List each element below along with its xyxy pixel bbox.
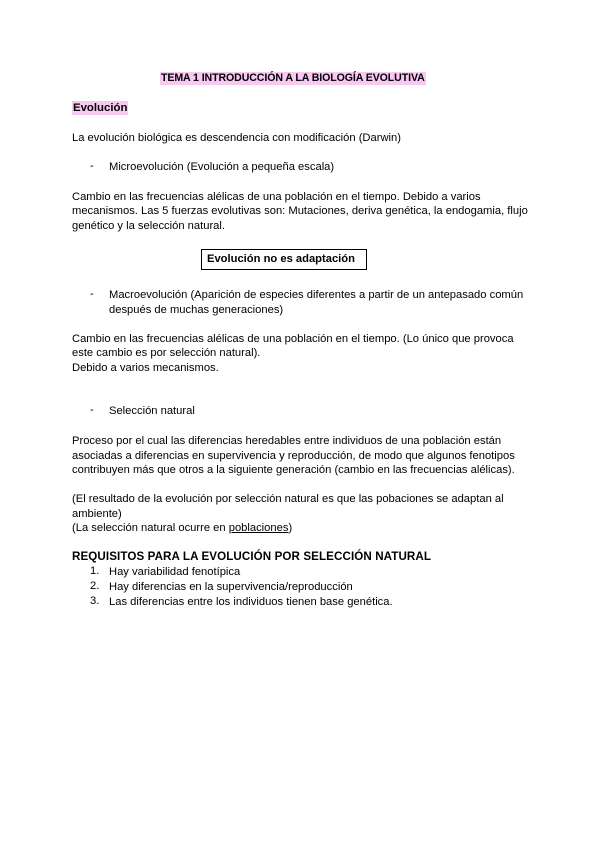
- micro-paragraph-line: genético y la selección natural.: [72, 220, 225, 232]
- bullet-dash: -: [90, 160, 94, 172]
- requirement-item: Hay variabilidad fenotípica: [109, 566, 241, 578]
- macro-paragraph-line: Cambio en las frecuencias alélicas de una población en el tiempo. (Lo único que provoca: [72, 333, 514, 345]
- result-note-line: [72, 521, 292, 536]
- list-item-number: 2.: [90, 580, 100, 592]
- seleccion-paragraph-line: asociadas a diferencias en supervivencia y reproducción, de modo que algunos fenotipos: [72, 450, 515, 462]
- requirement-item: Las diferencias entre los individuos tienen base genética.: [109, 596, 393, 608]
- bullet-macroevolucion-cont: después de muchas generaciones): [109, 304, 284, 316]
- bullet-microevolucion: Microevolución (Evolución a pequeña escala): [109, 161, 335, 173]
- result-note-line: (El resultado de la evolución por selección natural es que las pobaciones se adaptan al: [72, 493, 504, 505]
- macro-paragraph-line: este cambio es por selección natural).: [72, 347, 261, 359]
- requirements-heading: REQUISITOS PARA LA EVOLUCIÓN POR SELECCIÓN NATURAL: [72, 550, 432, 563]
- bullet-dash: -: [90, 404, 94, 416]
- requirement-item: Hay diferencias en la supervivencia/reproducción: [109, 581, 353, 593]
- bullet-macroevolucion: Macroevolución (Aparición de especies diferentes a partir de un antepasado común: [109, 289, 524, 301]
- bullet-seleccion-natural: Selección natural: [109, 405, 195, 417]
- result-note-suffix: ): [288, 522, 293, 534]
- seleccion-paragraph-line: contribuyen más que otros a la siguiente generación (cambio en las frecuencias alélicas).: [72, 464, 515, 476]
- document-title: TEMA 1 INTRODUCCIÓN A LA BIOLOGÍA EVOLUTIVA: [161, 72, 425, 84]
- intro-paragraph: La evolución biológica es descendencia con modificación (Darwin): [72, 132, 401, 144]
- result-note-line: ambiente): [72, 508, 122, 520]
- list-item-number: 3.: [90, 595, 100, 607]
- micro-paragraph-line: Cambio en las frecuencias alélicas de una población en el tiempo. Debido a varios: [72, 191, 481, 203]
- seleccion-paragraph-line: Proceso por el cual las diferencias heredables entre individuos de una población están: [72, 435, 502, 447]
- list-item-number: 1.: [90, 565, 100, 577]
- section-heading-evolucion: Evolución: [73, 102, 128, 114]
- result-note-prefix: (La selección natural ocurre en: [72, 522, 229, 534]
- macro-paragraph-line: Debido a varios mecanismos.: [72, 362, 219, 374]
- bullet-dash: -: [90, 288, 94, 300]
- micro-paragraph-line: mecanismos. Las 5 fuerzas evolutivas son: Mutaciones, deriva genética, la endogamia, flujo: [72, 205, 528, 217]
- boxed-note: Evolución no es adaptación: [201, 249, 367, 270]
- poblaciones-underlined: poblaciones: [228, 522, 289, 534]
